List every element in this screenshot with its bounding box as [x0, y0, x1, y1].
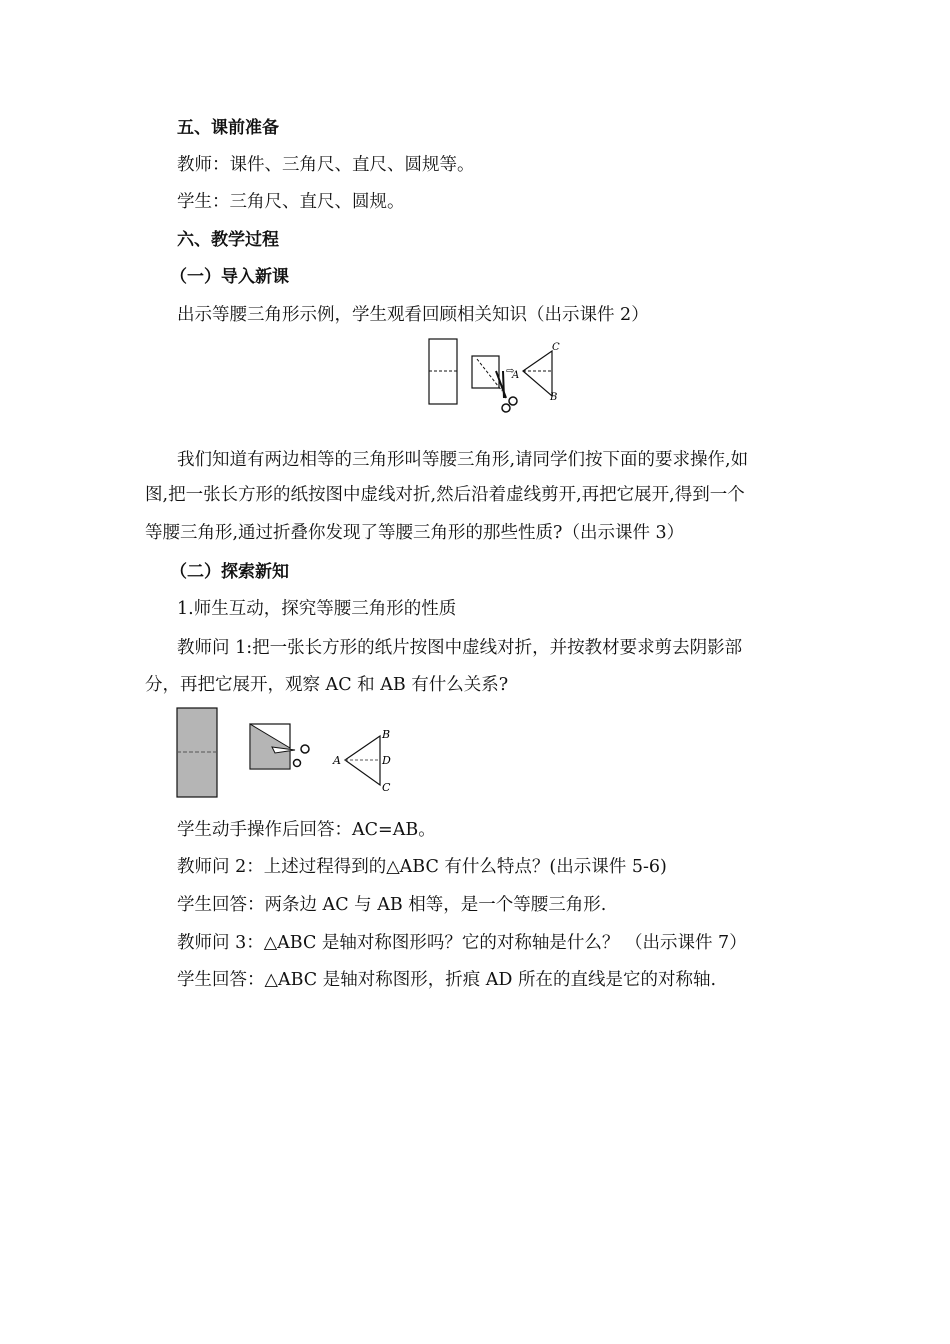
intro-text: 出示等腰三角形示例，学生观看回顾相关知识（出示课件 2） [177, 305, 649, 325]
section-heading-process: 六、教学过程 [177, 230, 279, 250]
label-c: C [552, 342, 560, 353]
label-c: C [382, 781, 391, 794]
label-b: B [550, 392, 558, 403]
prep-teacher-text: 教师：课件、三角尺、直尺、圆规等。 [177, 155, 475, 175]
subheading-explore: （二）探索新知 [170, 562, 289, 582]
intro-para-line: 等腰三角形,通过折叠你发现了等腰三角形的那些性质?（出示课件 3） [145, 523, 685, 543]
label-a: A [512, 370, 520, 381]
answer-2: 学生回答：两条边 AC 与 AB 相等，是一个等腰三角形. [177, 895, 607, 915]
figure-fold-cut-triangle [424, 336, 569, 421]
answer-3: 学生回答：△ABC 是轴对称图形，折痕 AD 所在的直线是它的对称轴. [177, 970, 717, 990]
figure-shaded-fold [172, 703, 402, 803]
arrow-icon: ⇨ [506, 366, 515, 377]
subheading-intro: （一）导入新课 [170, 267, 289, 287]
answer-1: 学生动手操作后回答：AC=AB。 [177, 820, 436, 840]
label-d: D [382, 754, 391, 767]
prep-student-text: 学生：三角尺、直尺、圆规。 [177, 192, 405, 212]
question-1-line: 教师问 1:把一张长方形的纸片按图中虚线对折，并按教材要求剪去阴影部 [177, 638, 743, 658]
intro-para-line: 我们知道有两边相等的三角形叫等腰三角形,请同学们按下面的要求操作,如 [177, 450, 749, 470]
label-b: B [382, 728, 391, 741]
explore-item-1: 1.师生互动，探究等腰三角形的性质 [177, 599, 457, 619]
label-a: A [333, 754, 341, 767]
question-2: 教师问 2：上述过程得到的△ABC 有什么特点？(出示课件 5-6) [177, 857, 667, 877]
intro-para-line: 图,把一张长方形的纸按图中虚线对折,然后沿着虚线剪开,再把它展开,得到一个 [145, 485, 745, 505]
question-1-line: 分，再把它展开，观察 AC 和 AB 有什么关系? [145, 675, 509, 695]
question-3: 教师问 3：△ABC 是轴对称图形吗？它的对称轴是什么？ （出示课件 7） [177, 933, 747, 953]
section-heading-prep: 五、课前准备 [177, 118, 279, 138]
